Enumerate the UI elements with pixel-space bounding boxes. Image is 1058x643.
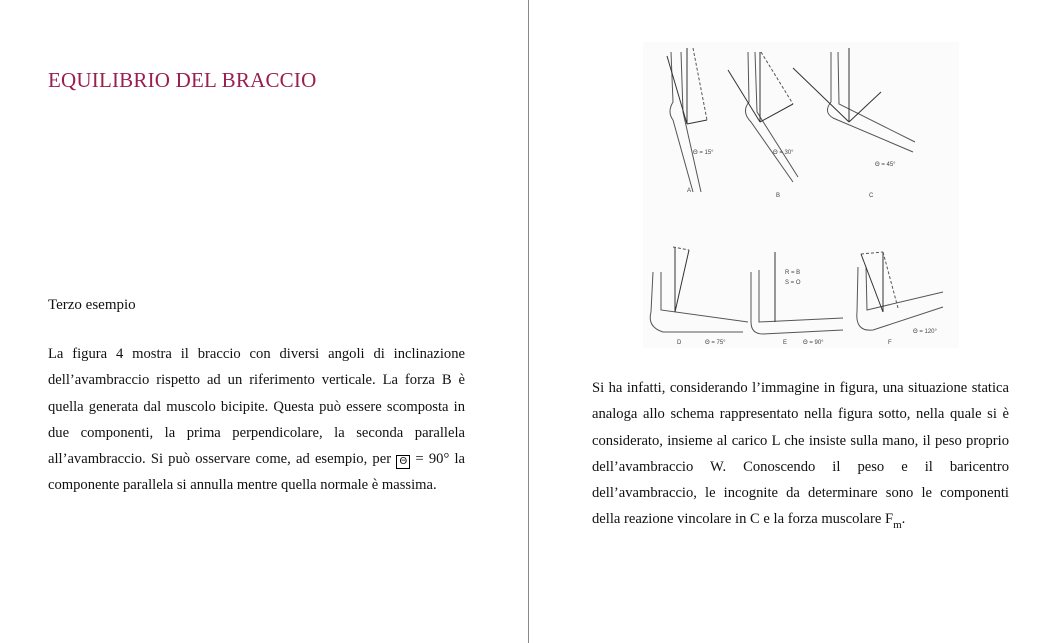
panel-letter-f: F — [888, 340, 892, 346]
panel-angle-d: Θ = 75° — [705, 340, 726, 346]
panel-angle-c: Θ = 45° — [875, 162, 896, 168]
panel-letter-b: B — [776, 193, 781, 199]
force-letter: F — [884, 511, 894, 528]
panel-letter-a: A — [687, 188, 692, 194]
arm-diagram — [643, 42, 959, 348]
page-title: EQUILIBRIO DEL BRACCIO — [48, 68, 317, 92]
note-s-equals-o: S = O — [785, 280, 801, 286]
body-paragraph-right — [592, 375, 1009, 539]
force-symbol — [884, 511, 902, 532]
left-page — [0, 0, 528, 643]
body-paragraph — [48, 341, 465, 499]
paragraph-text: Si ha infatti, considerando l’immagine in figura, una situazione statica analoga allo schema rappresentato nella figura sotto, nella quale si è considerato, insieme al carico L che insiste sulla mano, il peso proprio dell’avambraccio W. Conoscendo il peso e il baricentro dell’avambraccio, le incognite da determinare sono le componenti della reazione vincolare in C e la forza muscolare — [592, 380, 1009, 528]
theta-symbol: Θ — [396, 455, 410, 469]
panel-angle-e: Θ = 90° — [803, 340, 824, 346]
note-r-equals-b: R = B — [785, 270, 801, 276]
panel-angle-f: Θ = 120° — [913, 329, 937, 335]
panel-letter-d: D — [677, 340, 682, 346]
paragraph-text: La figura 4 mostra il braccio con diversi angoli di inclinazione dell’avambraccio rispetto ad un riferimento verticale. La forza B è quella generata dal muscolo bicipite. Questa può essere scomposta in due componenti, la prima perpendicolare, la seconda parallela all’avambraccio. Si può osservare come, ad esempio, per — [48, 346, 465, 468]
section-subtitle: Terzo esempio — [48, 297, 136, 313]
panel-letter-c: C — [869, 193, 874, 199]
panel-angle-a: Θ = 15° — [693, 150, 714, 156]
panel-letter-e: E — [783, 340, 788, 346]
arm-angles-figure — [643, 42, 959, 348]
paragraph-text: = 90° la componente parallela si annulla mentre quella normale è massima. — [48, 451, 466, 494]
force-subscript: m — [893, 519, 902, 532]
trailing-period: . — [901, 511, 906, 528]
panel-angle-b: Θ = 30° — [773, 150, 794, 156]
